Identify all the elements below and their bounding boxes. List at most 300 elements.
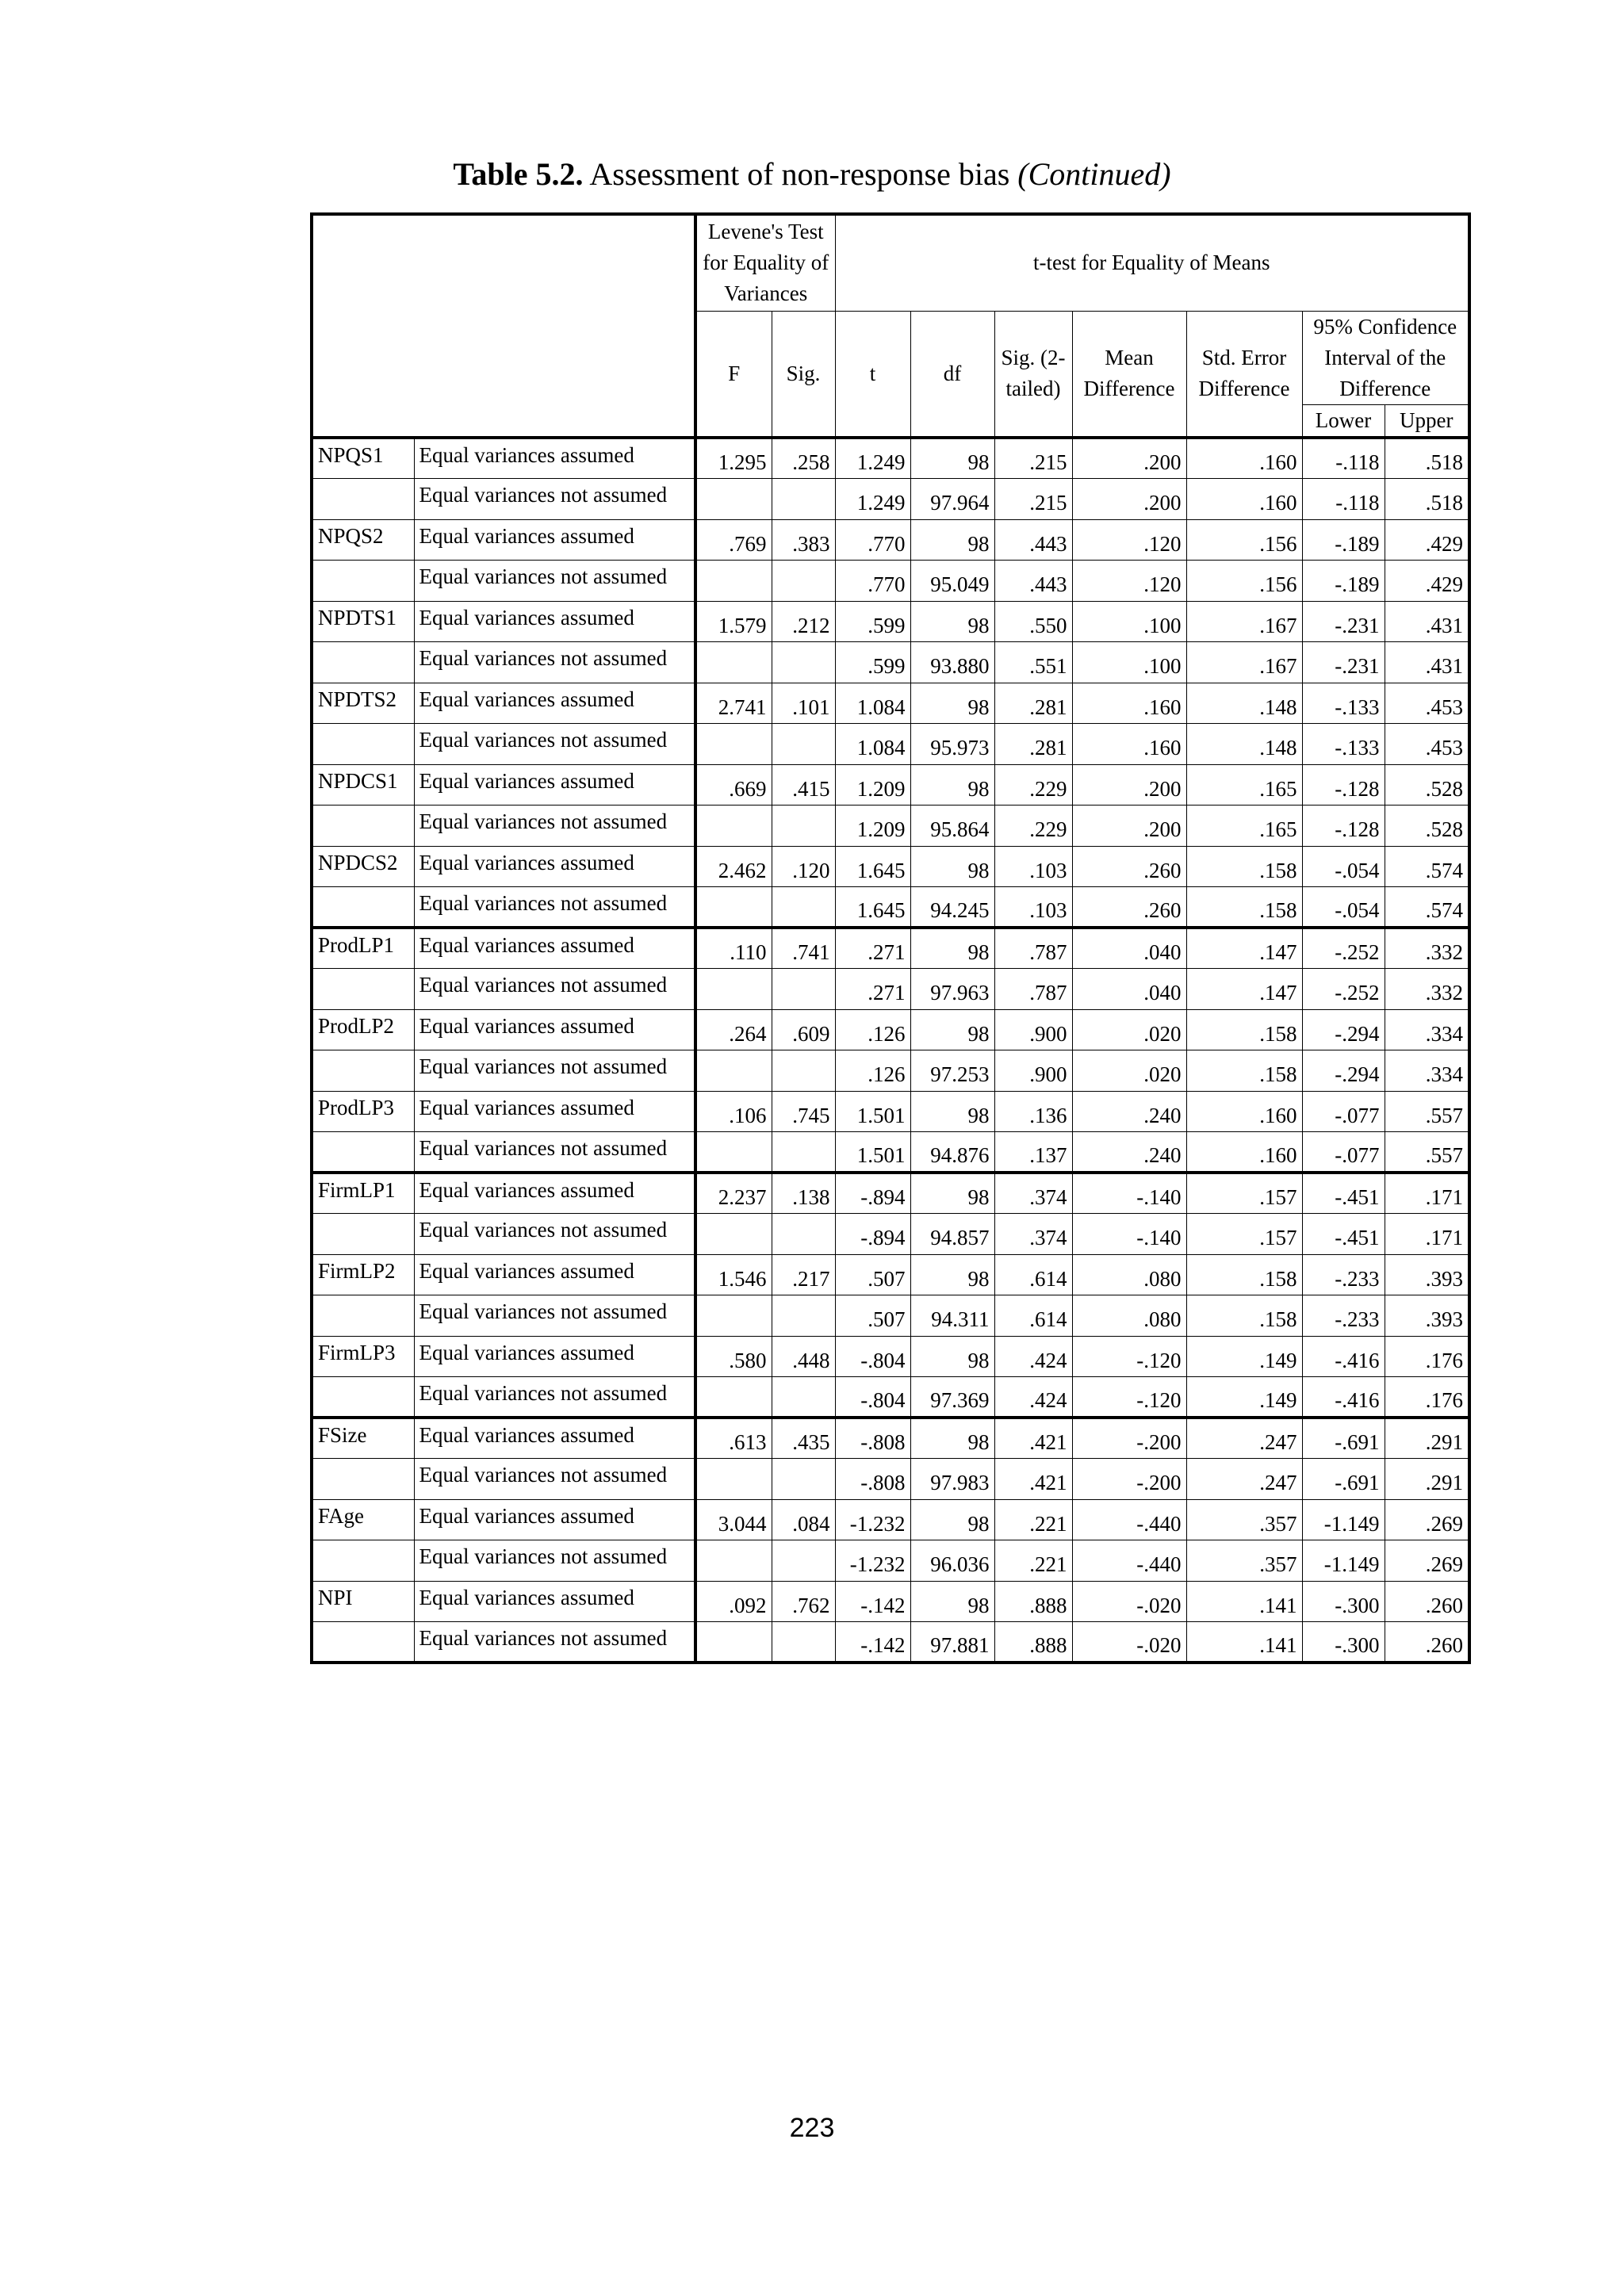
levene-sig-cell: [772, 887, 835, 928]
col-header-levene-sig: Sig.: [772, 311, 835, 438]
variable-cell: NPQS1: [312, 438, 414, 479]
assumption-cell: Equal variances not assumed: [414, 1132, 695, 1173]
sig-2-tailed-cell: .221: [994, 1540, 1072, 1582]
ci-upper-cell: .393: [1385, 1295, 1469, 1337]
levene-sig-cell: [772, 642, 835, 683]
levene-header: Levene's Test for Equality of Variances: [695, 214, 835, 311]
mean-difference-cell: .080: [1072, 1254, 1186, 1295]
mean-difference-cell: -.020: [1072, 1622, 1186, 1663]
col-header-upper: Upper: [1385, 404, 1469, 438]
mean-difference-cell: .240: [1072, 1132, 1186, 1173]
mean-difference-cell: .200: [1072, 438, 1186, 479]
variable-cell: [312, 1622, 414, 1663]
table-title: [0, 155, 1624, 193]
levene-sig-cell: .762: [772, 1581, 835, 1622]
variable-cell: ProdLP1: [312, 928, 414, 969]
table-row: [312, 683, 1469, 724]
ci-lower-cell: -.118: [1302, 479, 1385, 520]
table-row: [312, 1214, 1469, 1255]
t-cell: 1.501: [835, 1091, 910, 1132]
std-error-difference-cell: .165: [1186, 764, 1302, 806]
df-cell: 98: [910, 1091, 994, 1132]
ci-upper-cell: .453: [1385, 683, 1469, 724]
t-cell: 1.084: [835, 724, 910, 765]
assumption-cell: Equal variances not assumed: [414, 724, 695, 765]
t-cell: .770: [835, 519, 910, 561]
levene-sig-cell: .101: [772, 683, 835, 724]
assumption-cell: Equal variances assumed: [414, 1336, 695, 1377]
df-cell: 98: [910, 1418, 994, 1459]
ci-upper-cell: .557: [1385, 1132, 1469, 1173]
levene-sig-cell: .084: [772, 1499, 835, 1540]
df-cell: 98: [910, 764, 994, 806]
sig-2-tailed-cell: .421: [994, 1418, 1072, 1459]
table-row: [312, 1499, 1469, 1540]
assumption-cell: Equal variances assumed: [414, 1009, 695, 1050]
f-cell: 1.546: [695, 1254, 772, 1295]
ci-upper-cell: .176: [1385, 1377, 1469, 1418]
variable-cell: [312, 1295, 414, 1337]
table-row: [312, 642, 1469, 683]
std-error-difference-cell: .157: [1186, 1173, 1302, 1214]
df-cell: 98: [910, 519, 994, 561]
ci-lower-cell: -.233: [1302, 1295, 1385, 1337]
f-cell: [695, 1132, 772, 1173]
table-row: [312, 1295, 1469, 1337]
std-error-difference-cell: .160: [1186, 1091, 1302, 1132]
ci-lower-cell: -.054: [1302, 887, 1385, 928]
sig-2-tailed-cell: .215: [994, 438, 1072, 479]
sig-2-tailed-cell: .421: [994, 1459, 1072, 1500]
df-cell: 98: [910, 1336, 994, 1377]
col-header-std-error-difference: Std. Error Difference: [1186, 311, 1302, 438]
table-row: [312, 1173, 1469, 1214]
ci-lower-cell: -.300: [1302, 1581, 1385, 1622]
table-row: [312, 928, 1469, 969]
mean-difference-cell: -.140: [1072, 1214, 1186, 1255]
nonresponse-bias-table: [310, 212, 1471, 1664]
sig-2-tailed-cell: .215: [994, 479, 1072, 520]
mean-difference-cell: .240: [1072, 1091, 1186, 1132]
ci-upper-cell: .431: [1385, 642, 1469, 683]
assumption-cell: Equal variances assumed: [414, 1581, 695, 1622]
f-cell: [695, 887, 772, 928]
std-error-difference-cell: .141: [1186, 1581, 1302, 1622]
table-row: [312, 724, 1469, 765]
ci-lower-cell: -.294: [1302, 1009, 1385, 1050]
ci-lower-cell: -.133: [1302, 724, 1385, 765]
std-error-difference-cell: .160: [1186, 479, 1302, 520]
table-row: [312, 519, 1469, 561]
sig-2-tailed-cell: .103: [994, 887, 1072, 928]
t-cell: 1.645: [835, 846, 910, 887]
std-error-difference-cell: .160: [1186, 1132, 1302, 1173]
f-cell: .613: [695, 1418, 772, 1459]
table-row: [312, 1581, 1469, 1622]
sig-2-tailed-cell: .900: [994, 1050, 1072, 1092]
mean-difference-cell: -.440: [1072, 1540, 1186, 1582]
t-cell: -.808: [835, 1418, 910, 1459]
t-cell: -.894: [835, 1214, 910, 1255]
variable-cell: [312, 561, 414, 602]
mean-difference-cell: .120: [1072, 519, 1186, 561]
ci-upper-cell: .429: [1385, 561, 1469, 602]
mean-difference-cell: .160: [1072, 724, 1186, 765]
ci-lower-cell: -.231: [1302, 601, 1385, 642]
mean-difference-cell: -.140: [1072, 1173, 1186, 1214]
mean-difference-cell: .080: [1072, 1295, 1186, 1337]
ci-upper-cell: .269: [1385, 1499, 1469, 1540]
std-error-difference-cell: .357: [1186, 1499, 1302, 1540]
ci-upper-cell: .431: [1385, 601, 1469, 642]
assumption-cell: Equal variances not assumed: [414, 479, 695, 520]
table-row: [312, 969, 1469, 1010]
ci-lower-cell: -.691: [1302, 1459, 1385, 1500]
ci-lower-cell: -.451: [1302, 1214, 1385, 1255]
table-row: [312, 1009, 1469, 1050]
ci-lower-cell: -.077: [1302, 1091, 1385, 1132]
levene-sig-cell: .741: [772, 928, 835, 969]
levene-sig-cell: [772, 1622, 835, 1663]
ci-upper-cell: .429: [1385, 519, 1469, 561]
df-cell: 98: [910, 1499, 994, 1540]
t-cell: -.808: [835, 1459, 910, 1500]
variable-cell: [312, 724, 414, 765]
mean-difference-cell: .020: [1072, 1009, 1186, 1050]
ci-upper-cell: .332: [1385, 928, 1469, 969]
assumption-cell: Equal variances assumed: [414, 928, 695, 969]
df-cell: 94.245: [910, 887, 994, 928]
levene-sig-cell: [772, 1377, 835, 1418]
table-body: [312, 438, 1469, 1663]
page-number: 223: [789, 2113, 835, 2143]
col-header-df: df: [910, 311, 994, 438]
t-cell: 1.209: [835, 764, 910, 806]
mean-difference-cell: .260: [1072, 887, 1186, 928]
variable-cell: ProdLP2: [312, 1009, 414, 1050]
f-cell: [695, 1377, 772, 1418]
f-cell: .106: [695, 1091, 772, 1132]
ci-lower-cell: -.077: [1302, 1132, 1385, 1173]
mean-difference-cell: .100: [1072, 642, 1186, 683]
ci-upper-cell: .260: [1385, 1581, 1469, 1622]
assumption-cell: Equal variances assumed: [414, 438, 695, 479]
ci-upper-cell: .528: [1385, 764, 1469, 806]
t-cell: .507: [835, 1254, 910, 1295]
df-cell: 97.964: [910, 479, 994, 520]
assumption-cell: Equal variances assumed: [414, 683, 695, 724]
sig-2-tailed-cell: .374: [994, 1214, 1072, 1255]
variable-cell: [312, 969, 414, 1010]
f-cell: [695, 1214, 772, 1255]
df-cell: 95.049: [910, 561, 994, 602]
levene-sig-cell: .415: [772, 764, 835, 806]
df-cell: 98: [910, 438, 994, 479]
std-error-difference-cell: .148: [1186, 683, 1302, 724]
ci-lower-cell: -.451: [1302, 1173, 1385, 1214]
ci-upper-cell: .269: [1385, 1540, 1469, 1582]
table-row: [312, 1050, 1469, 1092]
sig-2-tailed-cell: .424: [994, 1377, 1072, 1418]
ci-upper-cell: .171: [1385, 1173, 1469, 1214]
table-row: [312, 601, 1469, 642]
mean-difference-cell: -.440: [1072, 1499, 1186, 1540]
df-cell: 97.253: [910, 1050, 994, 1092]
f-cell: 3.044: [695, 1499, 772, 1540]
table-row: [312, 1622, 1469, 1663]
ci-lower-cell: -.233: [1302, 1254, 1385, 1295]
assumption-cell: Equal variances not assumed: [414, 806, 695, 847]
ci-upper-cell: .171: [1385, 1214, 1469, 1255]
levene-sig-cell: .435: [772, 1418, 835, 1459]
std-error-difference-cell: .247: [1186, 1418, 1302, 1459]
ci-lower-cell: -1.149: [1302, 1540, 1385, 1582]
t-cell: .770: [835, 561, 910, 602]
f-cell: [695, 1540, 772, 1582]
ci-upper-cell: .176: [1385, 1336, 1469, 1377]
levene-sig-cell: [772, 1295, 835, 1337]
table-row: [312, 1254, 1469, 1295]
std-error-difference-cell: .147: [1186, 928, 1302, 969]
std-error-difference-cell: .158: [1186, 846, 1302, 887]
std-error-difference-cell: .158: [1186, 1295, 1302, 1337]
table-row: [312, 806, 1469, 847]
levene-sig-cell: [772, 1132, 835, 1173]
ci-upper-cell: .453: [1385, 724, 1469, 765]
ci-upper-cell: .291: [1385, 1459, 1469, 1500]
levene-sig-cell: [772, 806, 835, 847]
levene-sig-cell: [772, 724, 835, 765]
table-row: [312, 1540, 1469, 1582]
f-cell: 1.295: [695, 438, 772, 479]
levene-sig-cell: .745: [772, 1091, 835, 1132]
f-cell: [695, 479, 772, 520]
std-error-difference-cell: .357: [1186, 1540, 1302, 1582]
levene-sig-cell: .609: [772, 1009, 835, 1050]
ci-upper-cell: .334: [1385, 1009, 1469, 1050]
f-cell: .092: [695, 1581, 772, 1622]
f-cell: .669: [695, 764, 772, 806]
df-cell: 98: [910, 846, 994, 887]
sig-2-tailed-cell: .614: [994, 1295, 1072, 1337]
t-cell: .599: [835, 642, 910, 683]
ci-upper-cell: .574: [1385, 846, 1469, 887]
variable-cell: [312, 806, 414, 847]
mean-difference-cell: .120: [1072, 561, 1186, 602]
levene-sig-cell: [772, 479, 835, 520]
df-cell: 97.963: [910, 969, 994, 1010]
table-row: [312, 1132, 1469, 1173]
variable-cell: NPDCS2: [312, 846, 414, 887]
std-error-difference-cell: .156: [1186, 519, 1302, 561]
assumption-cell: Equal variances not assumed: [414, 642, 695, 683]
ci-upper-cell: .334: [1385, 1050, 1469, 1092]
df-cell: 94.857: [910, 1214, 994, 1255]
ci-lower-cell: -.189: [1302, 561, 1385, 602]
levene-sig-cell: [772, 1540, 835, 1582]
levene-sig-cell: .212: [772, 601, 835, 642]
t-cell: 1.645: [835, 887, 910, 928]
assumption-cell: Equal variances not assumed: [414, 887, 695, 928]
f-cell: .580: [695, 1336, 772, 1377]
df-cell: 98: [910, 1009, 994, 1050]
f-cell: .769: [695, 519, 772, 561]
variable-cell: [312, 1377, 414, 1418]
col-header-mean-difference: Mean Difference: [1072, 311, 1186, 438]
assumption-cell: Equal variances not assumed: [414, 1622, 695, 1663]
levene-sig-cell: [772, 1214, 835, 1255]
mean-difference-cell: .200: [1072, 764, 1186, 806]
levene-sig-cell: .120: [772, 846, 835, 887]
std-error-difference-cell: .160: [1186, 438, 1302, 479]
variable-cell: NPDTS2: [312, 683, 414, 724]
ci-lower-cell: -.118: [1302, 438, 1385, 479]
ci-upper-cell: .332: [1385, 969, 1469, 1010]
std-error-difference-cell: .149: [1186, 1377, 1302, 1418]
sig-2-tailed-cell: .550: [994, 601, 1072, 642]
levene-sig-cell: .138: [772, 1173, 835, 1214]
ci-lower-cell: -.189: [1302, 519, 1385, 561]
sig-2-tailed-cell: .374: [994, 1173, 1072, 1214]
table-row: [312, 846, 1469, 887]
t-cell: .599: [835, 601, 910, 642]
table-row: [312, 561, 1469, 602]
t-cell: 1.084: [835, 683, 910, 724]
sig-2-tailed-cell: .103: [994, 846, 1072, 887]
t-cell: 1.501: [835, 1132, 910, 1173]
f-cell: .110: [695, 928, 772, 969]
f-cell: 1.579: [695, 601, 772, 642]
f-cell: [695, 1622, 772, 1663]
col-header-sig-2-tailed: Sig. (2-tailed): [994, 311, 1072, 438]
sig-2-tailed-cell: .888: [994, 1581, 1072, 1622]
sig-2-tailed-cell: .424: [994, 1336, 1072, 1377]
f-cell: 2.462: [695, 846, 772, 887]
f-cell: [695, 561, 772, 602]
assumption-cell: Equal variances assumed: [414, 1091, 695, 1132]
sig-2-tailed-cell: .900: [994, 1009, 1072, 1050]
variable-cell: ProdLP3: [312, 1091, 414, 1132]
sig-2-tailed-cell: .787: [994, 928, 1072, 969]
mean-difference-cell: .020: [1072, 1050, 1186, 1092]
df-cell: 98: [910, 683, 994, 724]
sig-2-tailed-cell: .137: [994, 1132, 1072, 1173]
std-error-difference-cell: .158: [1186, 1254, 1302, 1295]
std-error-difference-cell: .167: [1186, 642, 1302, 683]
sig-2-tailed-cell: .443: [994, 561, 1072, 602]
std-error-difference-cell: .247: [1186, 1459, 1302, 1500]
variable-cell: FSize: [312, 1418, 414, 1459]
std-error-difference-cell: .165: [1186, 806, 1302, 847]
col-header-t: t: [835, 311, 910, 438]
col-header-lower: Lower: [1302, 404, 1385, 438]
f-cell: [695, 642, 772, 683]
t-cell: .271: [835, 928, 910, 969]
f-cell: [695, 806, 772, 847]
t-cell: 1.249: [835, 479, 910, 520]
t-cell: -.894: [835, 1173, 910, 1214]
f-cell: 2.237: [695, 1173, 772, 1214]
df-cell: 98: [910, 601, 994, 642]
std-error-difference-cell: .148: [1186, 724, 1302, 765]
ci-header: 95% Confidence Interval of the Difference: [1302, 311, 1469, 404]
variable-cell: [312, 1214, 414, 1255]
variable-cell: NPI: [312, 1581, 414, 1622]
variable-cell: NPQS2: [312, 519, 414, 561]
df-cell: 98: [910, 928, 994, 969]
levene-sig-cell: [772, 1459, 835, 1500]
f-cell: [695, 1050, 772, 1092]
assumption-cell: Equal variances assumed: [414, 764, 695, 806]
t-cell: -.804: [835, 1377, 910, 1418]
variable-cell: [312, 1459, 414, 1500]
t-cell: 1.249: [835, 438, 910, 479]
std-error-difference-cell: .149: [1186, 1336, 1302, 1377]
sig-2-tailed-cell: .551: [994, 642, 1072, 683]
mean-difference-cell: .040: [1072, 969, 1186, 1010]
table-row: [312, 1459, 1469, 1500]
variable-cell: FAge: [312, 1499, 414, 1540]
mean-difference-cell: -.120: [1072, 1377, 1186, 1418]
ci-upper-cell: .393: [1385, 1254, 1469, 1295]
ci-upper-cell: .291: [1385, 1418, 1469, 1459]
table-row: [312, 1336, 1469, 1377]
levene-sig-cell: .383: [772, 519, 835, 561]
assumption-cell: Equal variances not assumed: [414, 1050, 695, 1092]
assumption-cell: Equal variances assumed: [414, 1418, 695, 1459]
ci-lower-cell: -.416: [1302, 1336, 1385, 1377]
ci-upper-cell: .518: [1385, 438, 1469, 479]
variable-cell: NPDCS1: [312, 764, 414, 806]
variable-cell: [312, 479, 414, 520]
ci-lower-cell: -.252: [1302, 969, 1385, 1010]
assumption-cell: Equal variances not assumed: [414, 1295, 695, 1337]
f-cell: 2.741: [695, 683, 772, 724]
table-row: [312, 479, 1469, 520]
assumption-cell: Equal variances assumed: [414, 601, 695, 642]
std-error-difference-cell: .141: [1186, 1622, 1302, 1663]
f-cell: [695, 969, 772, 1010]
ci-lower-cell: -.231: [1302, 642, 1385, 683]
df-cell: 95.864: [910, 806, 994, 847]
df-cell: 95.973: [910, 724, 994, 765]
t-cell: .507: [835, 1295, 910, 1337]
std-error-difference-cell: .167: [1186, 601, 1302, 642]
sig-2-tailed-cell: .281: [994, 683, 1072, 724]
assumption-cell: Equal variances not assumed: [414, 1540, 695, 1582]
df-cell: 97.369: [910, 1377, 994, 1418]
df-cell: 94.311: [910, 1295, 994, 1337]
variable-cell: FirmLP3: [312, 1336, 414, 1377]
col-header-f: F: [695, 311, 772, 438]
ci-lower-cell: -.416: [1302, 1377, 1385, 1418]
ci-upper-cell: .518: [1385, 479, 1469, 520]
std-error-difference-cell: .147: [1186, 969, 1302, 1010]
mean-difference-cell: .100: [1072, 601, 1186, 642]
mean-difference-cell: -.020: [1072, 1581, 1186, 1622]
mean-difference-cell: .160: [1072, 683, 1186, 724]
mean-difference-cell: -.120: [1072, 1336, 1186, 1377]
df-cell: 94.876: [910, 1132, 994, 1173]
ci-lower-cell: -.128: [1302, 764, 1385, 806]
ci-lower-cell: -.300: [1302, 1622, 1385, 1663]
table-row: [312, 438, 1469, 479]
t-cell: .126: [835, 1009, 910, 1050]
ci-upper-cell: .528: [1385, 806, 1469, 847]
variable-cell: NPDTS1: [312, 601, 414, 642]
assumption-cell: Equal variances assumed: [414, 1499, 695, 1540]
std-error-difference-cell: .158: [1186, 1009, 1302, 1050]
